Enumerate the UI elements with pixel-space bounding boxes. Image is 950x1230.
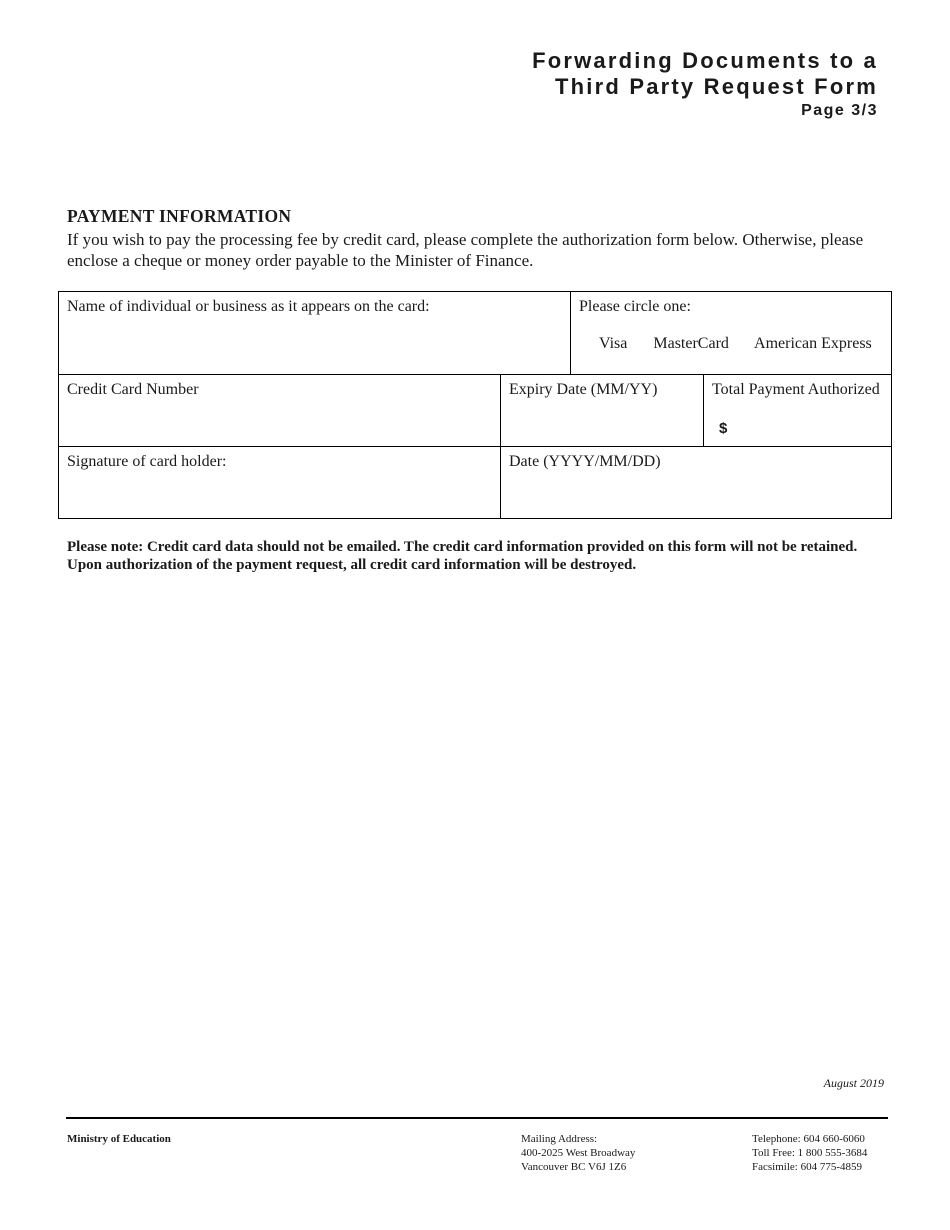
section-intro: If you wish to pay the processing fee by credit card, please complete the authorization form below. Otherwise, please enclose a cheque or money order payable to the Minister of Finance. (67, 230, 864, 270)
mailing-line-1: 400-2025 West Broadway (521, 1147, 636, 1159)
toll-free: Toll Free: 1 800 555-3684 (752, 1147, 868, 1159)
page-number: Page 3/3 (801, 102, 878, 119)
signature-date-field[interactable] (500, 446, 892, 519)
section-title: PAYMENT INFORMATION (67, 206, 292, 226)
form-header (532, 48, 878, 121)
card-type-field (570, 291, 892, 375)
total-payment-label: Total Payment Authorized (712, 381, 880, 398)
footer-mailing-address (521, 1132, 635, 1174)
card-type-label: Please circle one: (579, 298, 691, 315)
card-type-options (599, 335, 872, 353)
footer-divider (66, 1117, 888, 1119)
card-option-american-express[interactable]: American Express (754, 335, 872, 352)
signature-date-label: Date (YYYY/MM/DD) (509, 453, 661, 470)
form-title-line-2: Third Party Request Form (555, 74, 878, 99)
cardholder-name-label: Name of individual or business as it appears on the card: (67, 298, 430, 315)
mailing-line-2: Vancouver BC V6J 1Z6 (521, 1161, 627, 1173)
facsimile: Facsimile: 604 775-4859 (752, 1161, 862, 1173)
form-title-line-1: Forwarding Documents to a (532, 48, 878, 73)
signature-label: Signature of card holder: (67, 453, 227, 470)
privacy-note: Please note: Credit card data should not be emailed. The credit card information provided on this form will not be retained. Upon authorization of the payment request, all credit card information will be destroyed. (67, 539, 858, 573)
telephone: Telephone: 604 660-6060 (752, 1133, 865, 1145)
revision-date: August 2019 (823, 1076, 884, 1090)
card-number-field[interactable] (58, 374, 501, 447)
expiry-date-label: Expiry Date (MM/YY) (509, 381, 658, 398)
expiry-date-field[interactable] (500, 374, 704, 447)
cardholder-name-field[interactable] (58, 291, 571, 375)
mailing-label: Mailing Address: (521, 1133, 598, 1145)
card-option-visa[interactable]: Visa (599, 335, 628, 352)
total-payment-field[interactable] (703, 374, 892, 447)
currency-symbol: $ (719, 420, 728, 437)
footer-contact (752, 1132, 867, 1174)
card-option-mastercard[interactable]: MasterCard (653, 335, 729, 352)
signature-field[interactable] (58, 446, 501, 519)
card-number-label: Credit Card Number (67, 381, 199, 398)
footer-ministry: Ministry of Education (67, 1133, 171, 1145)
